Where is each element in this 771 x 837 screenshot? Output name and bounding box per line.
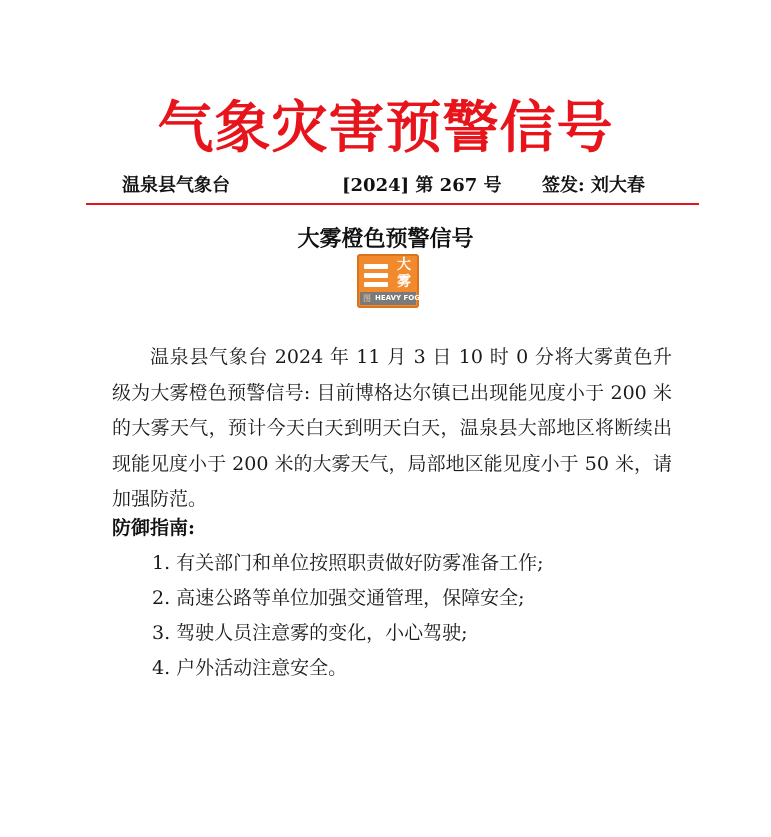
badge-small-icon: 图	[363, 294, 371, 303]
guide-item: 1. 有关部门和单位按照职责做好防雾准备工作;	[152, 552, 544, 574]
guide-item: 4. 户外活动注意安全。	[152, 657, 348, 679]
fog-line	[364, 282, 388, 287]
badge-char-top: 大	[397, 257, 411, 273]
fog-line	[364, 264, 388, 269]
signal-title: 大雾橙色预警信号	[297, 226, 474, 252]
guide-heading: 防御指南:	[112, 517, 196, 539]
guide-item: 3. 驾驶人员注意雾的变化，小心驾驶;	[152, 622, 468, 644]
document-number: [2024] 第 267 号	[342, 175, 502, 196]
badge-label: HEAVY FOG	[375, 294, 420, 302]
badge-label-strip	[360, 292, 420, 305]
fog-lines-icon	[364, 261, 388, 289]
header-divider	[86, 203, 699, 205]
guide-list	[152, 546, 692, 686]
guide-item: 2. 高速公路等单位加强交通管理，保障安全;	[152, 587, 525, 609]
badge-char-bottom: 雾	[397, 274, 411, 290]
signer: 签发: 刘大春	[542, 175, 645, 196]
issuing-org: 温泉县气象台	[122, 175, 230, 196]
fog-warning-badge-icon	[357, 254, 419, 308]
fog-line	[364, 273, 388, 278]
page-title: 气象灾害预警信号	[157, 95, 614, 161]
warning-paragraph: 温泉县气象台 2024 年 11 月 3 日 10 时 0 分将大雾黄色升级为大雾橙色预警信号: 目前博格达尔镇已出现能见度小于 200 米的大雾天气，预计今天白天到明天白天，温泉县大部地区将断续出现能见度小于 200 米的大雾天气，局部地区能见度小于 50 米，请加强防范。	[112, 346, 672, 510]
